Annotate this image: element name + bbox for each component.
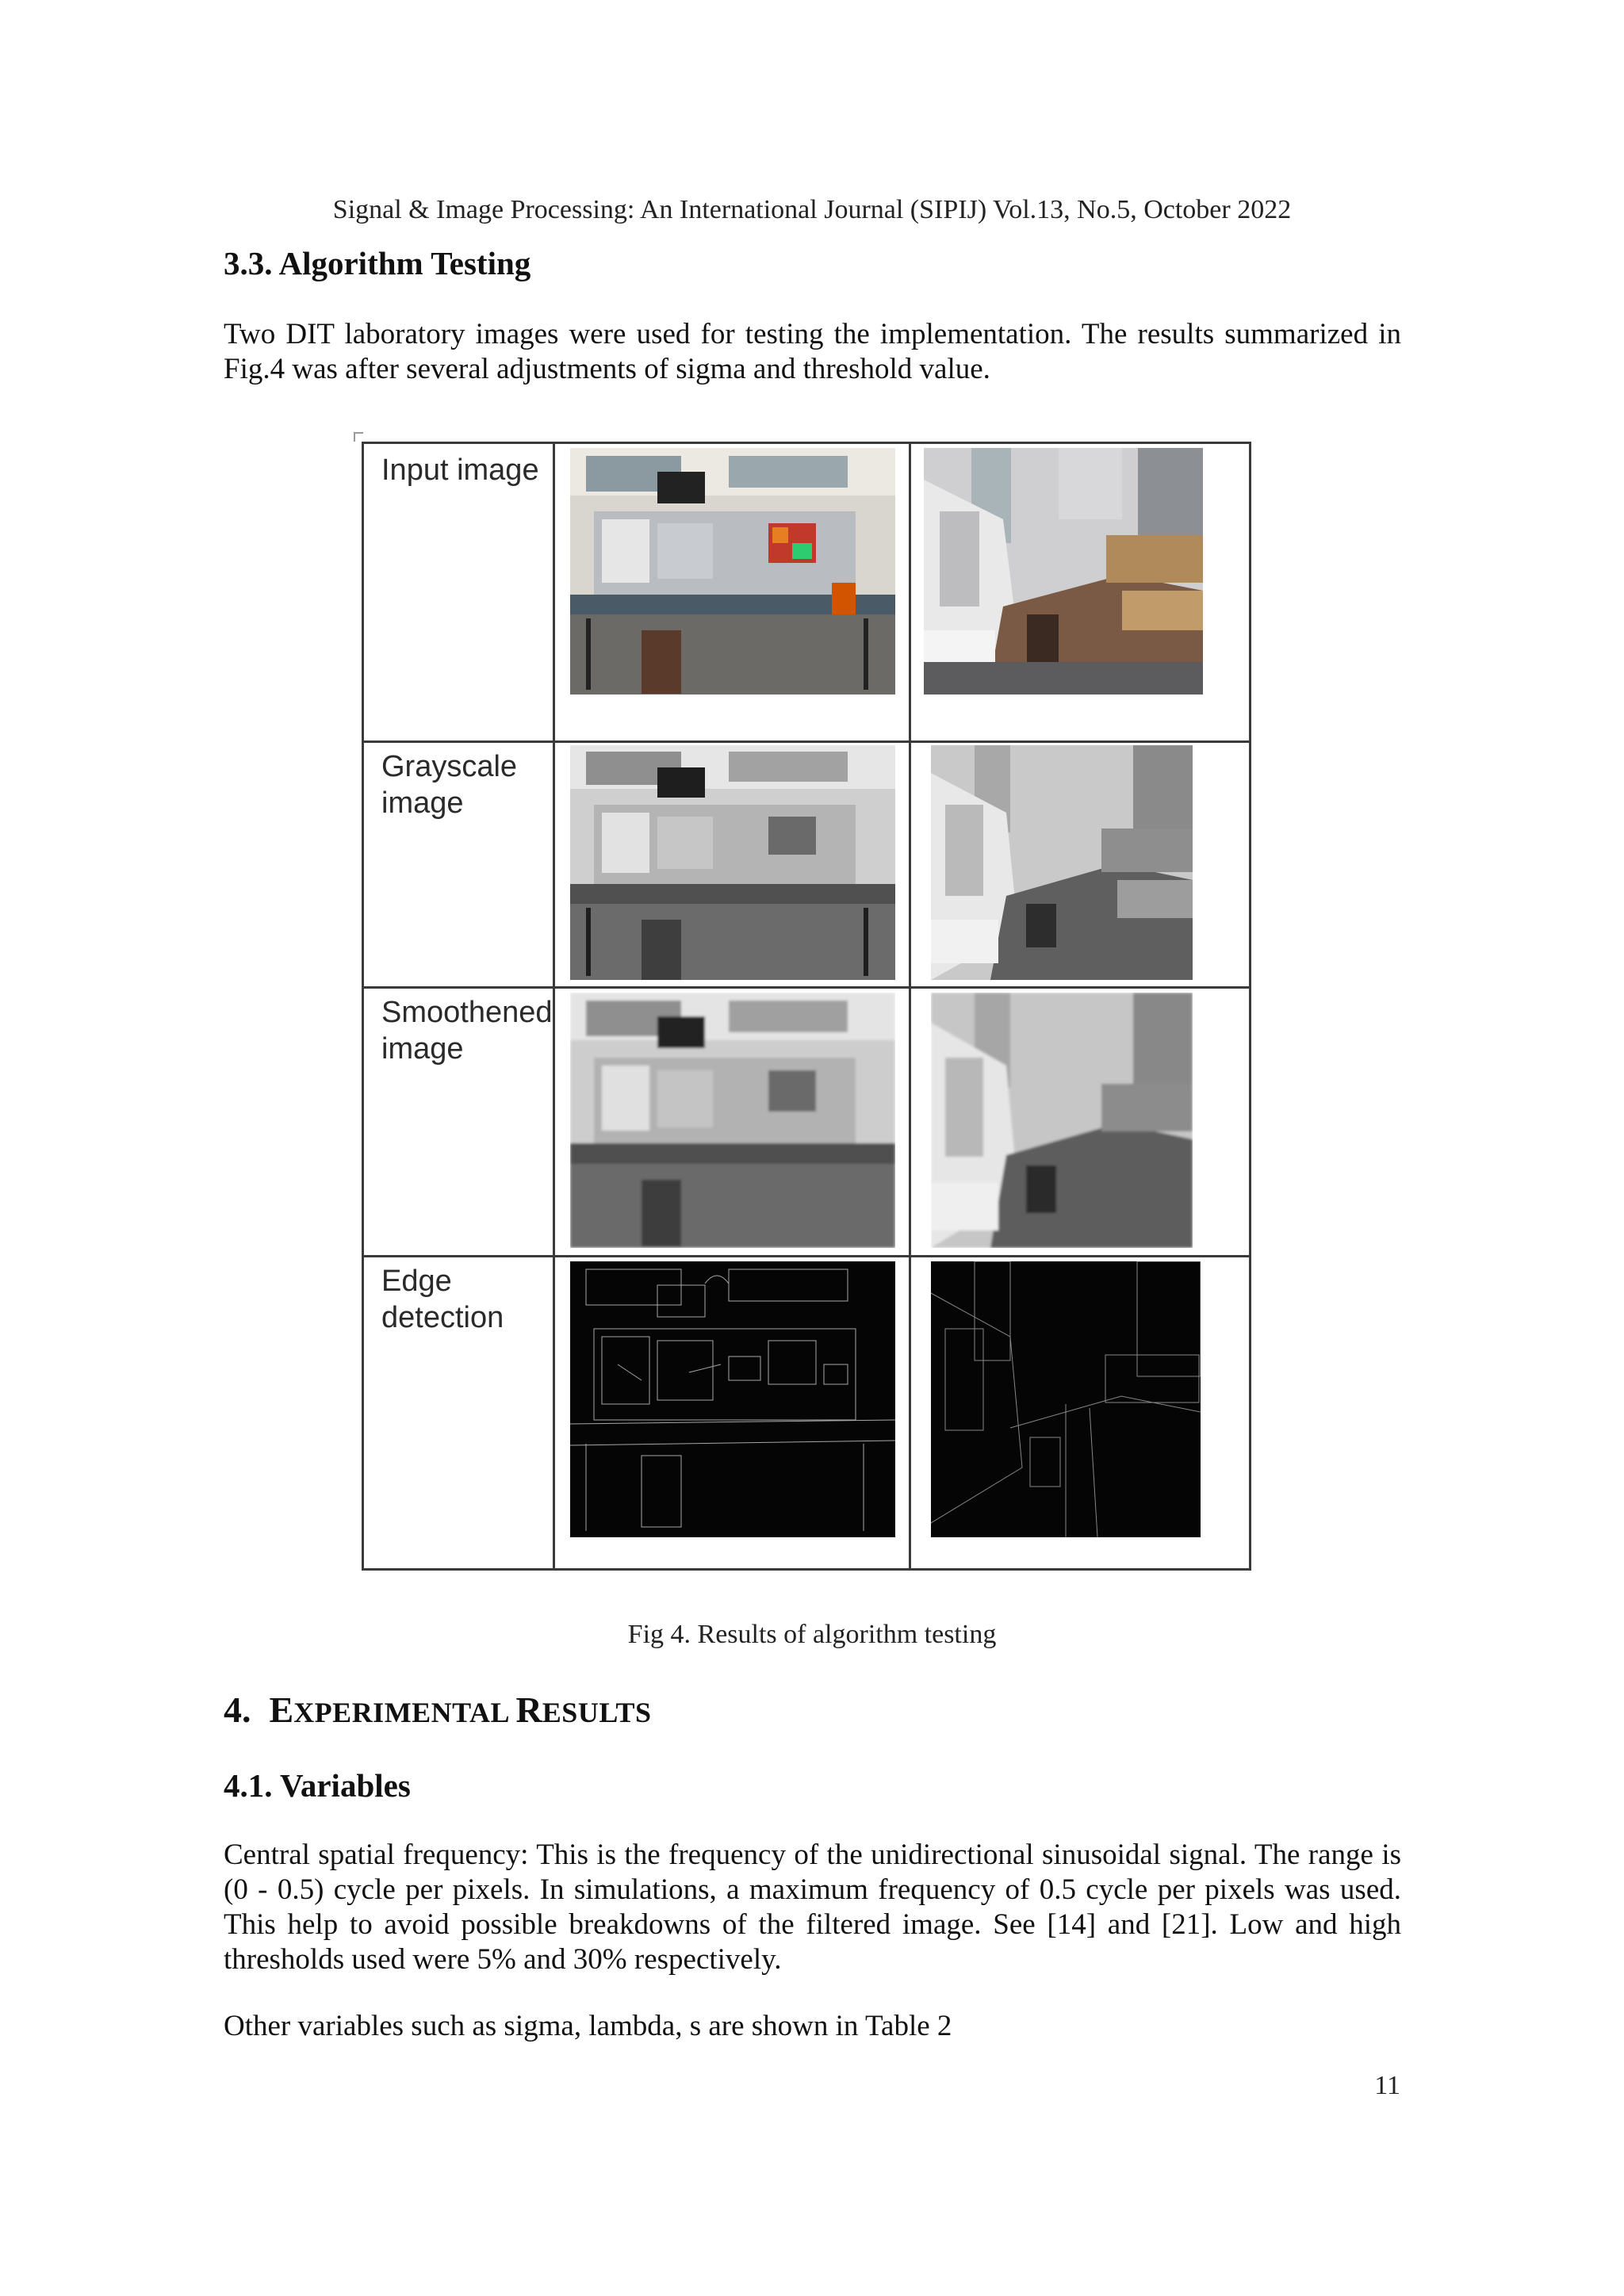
edge-detection-lab-2	[931, 1261, 1201, 1537]
row-label-edge: Edge detection	[381, 1265, 504, 1334]
figure-caption: Fig 4. Results of algorithm testing	[627, 1620, 997, 1649]
journal-header: Signal & Image Processing: An International Journal (SIPIJ) Vol.13, No.5, October 2022	[332, 195, 1292, 224]
figure-4-table	[362, 442, 1251, 1571]
input-image-lab-1	[570, 448, 895, 695]
row-label-smoothened: Smoothened image	[381, 996, 553, 1066]
section-3-3-paragraph: Two DIT laboratory images were used for testing the implementation. The results summarized in Fig.4 was after several adjustments of sigma and threshold value.	[224, 318, 1401, 385]
crop-mark	[354, 432, 363, 442]
row-label-input: Input image	[381, 453, 539, 487]
grayscale-image-lab-2	[931, 745, 1193, 980]
section-3-3-heading: 3.3. Algorithm Testing	[224, 245, 531, 281]
page-number: 11	[1374, 2071, 1400, 2100]
smoothened-image-lab-2	[931, 993, 1193, 1248]
grayscale-image-lab-1	[570, 745, 895, 980]
smoothened-image-lab-1	[570, 993, 895, 1248]
input-image-lab-2	[924, 448, 1203, 695]
section-4-1-heading: 4.1. Variables	[224, 1767, 411, 1804]
section-4-1-paragraph-1: Central spatial frequency: This is the frequency of the unidirectional sinusoidal signal. The range is (0 - 0.5) cycle per pixels. In simulations, a maximum frequency of 0.5 cycle per pixels was used. This help to avoid possible breakdowns of the filtered image. See [14] and [21]. Low and high thresholds used were 5% and 30% respectively.	[224, 1839, 1401, 1976]
edge-detection-lab-1	[570, 1261, 895, 1537]
section-4-1-paragraph-2: Other variables such as sigma, lambda, s are shown in Table 2	[224, 2010, 952, 2042]
row-label-grayscale: Grayscale image	[381, 750, 518, 820]
section-4-heading: 4. EXPERIMENTAL RESULTS	[224, 1689, 652, 1730]
